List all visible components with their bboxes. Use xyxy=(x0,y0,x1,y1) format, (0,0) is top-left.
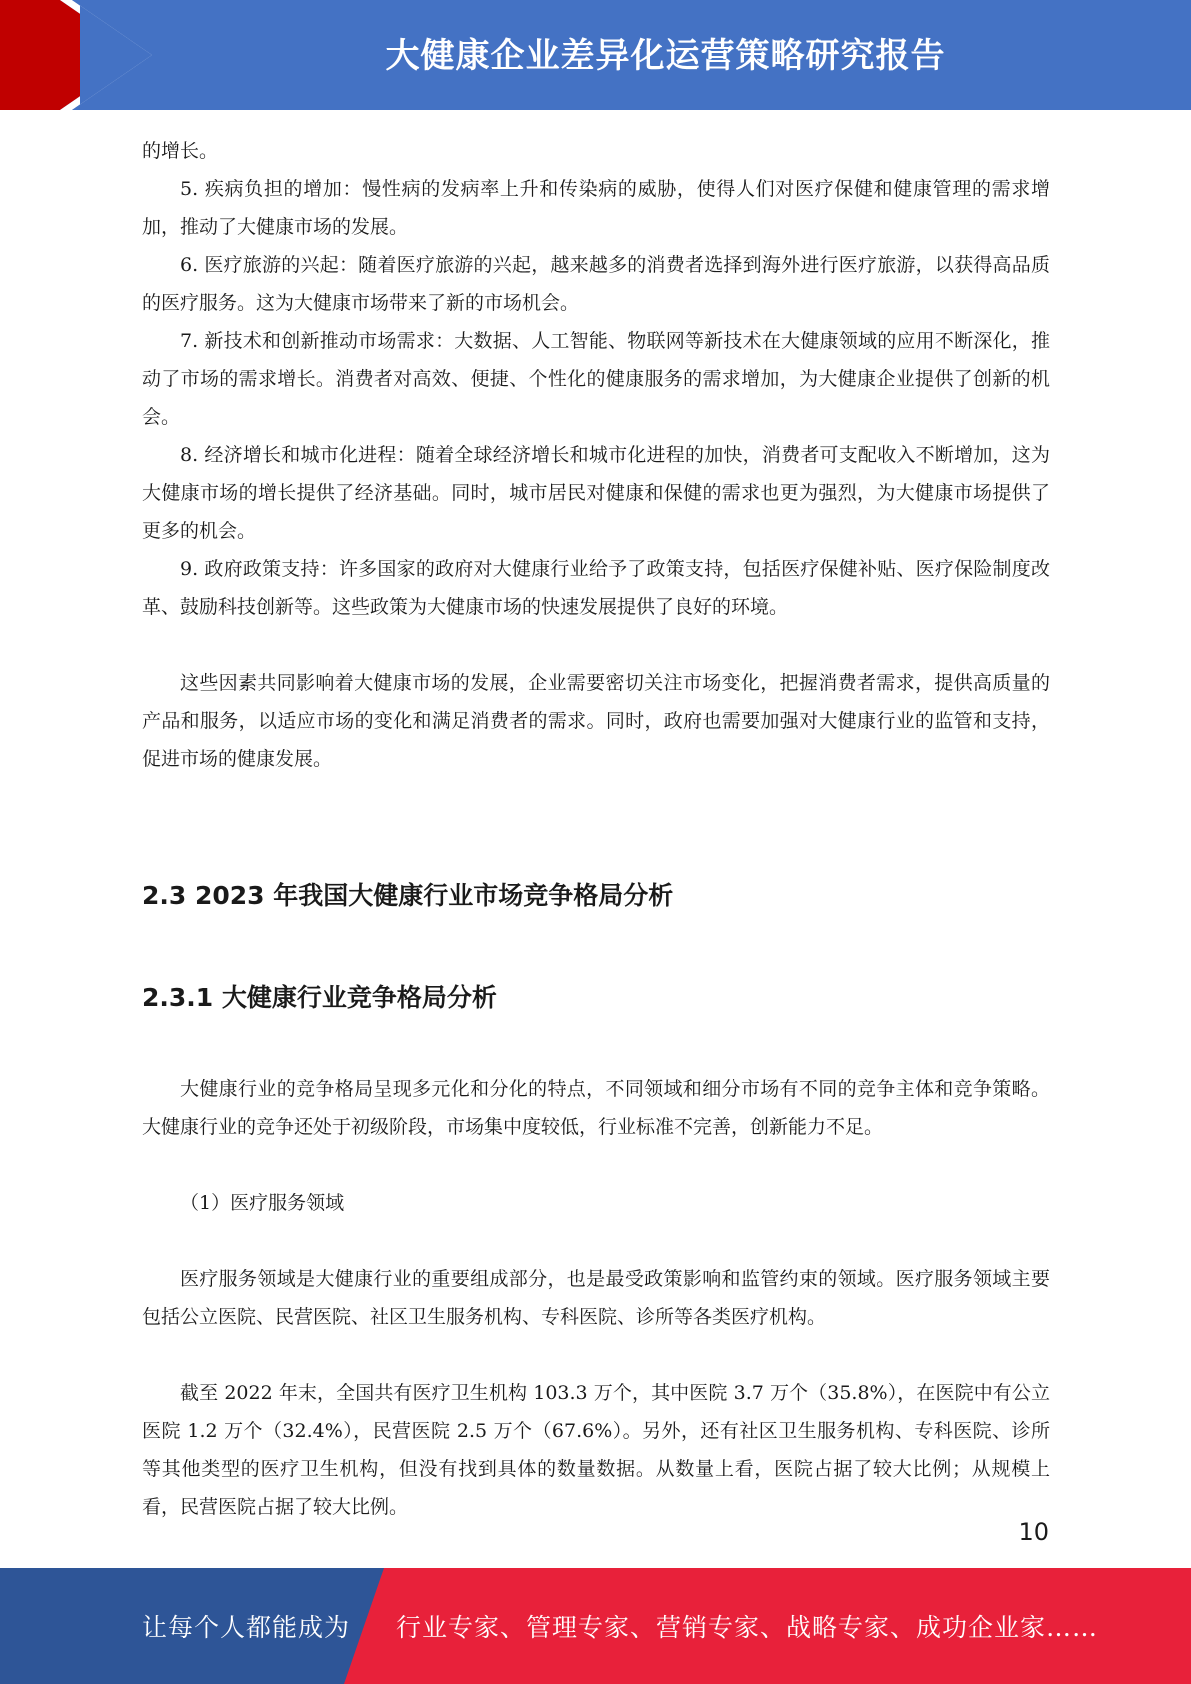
summary-paragraph: 这些因素共同影响着大健康市场的发展，企业需要密切关注市场变化，把握消费者需求，提供高质量的产品和服务，以适应市场的变化和满足消费者的需求。同时，政府也需要加强对大健康行业的监管和支持，促进市场的健康发展。 xyxy=(142,672,1050,770)
statistics-paragraph: 截至 2022 年末，全国共有医疗卫生机构 103.3 万个，其中医院 3.7 万个（35.8%），在医院中有公立医院 1.2 万个（32.4%），民营医院 2.5 万个（67.6%）。另外，还有社区卫生服务机构、专科医院、诊所等其他类型的医疗卫生机构，但没有找到具体的数量数据。从数量上看，医院占据了较大比例；从规模上看，民营医院占据了较大比例。 xyxy=(142,1382,1050,1518)
intro-paragraph: 大健康行业的竞争格局呈现多元化和分化的特点，不同领域和细分市场有不同的竞争主体和竞争策略。大健康行业的竞争还处于初级阶段，市场集中度较低，行业标准不完善，创新能力不足。 xyxy=(142,1078,1050,1138)
page-number: 10 xyxy=(1018,1518,1049,1546)
paragraph-continuation: 的增长。 xyxy=(142,140,219,162)
document-title: 大健康企业差异化运营策略研究报告 xyxy=(385,35,946,76)
footer-slogan-right: 行业专家、管理专家、营销专家、战略专家、成功企业家…… xyxy=(396,1613,1099,1642)
list-item-7: 7. 新技术和创新推动市场需求：大数据、人工智能、物联网等新技术在大健康领域的应用不断深化，推动了市场的需求增长。消费者对高效、便捷、个性化的健康服务的需求增加，为大健康企业提供了创新的机会。 xyxy=(142,330,1050,428)
section-heading: 2.3 2023 年我国大健康行业市场竞争格局分析 xyxy=(142,881,674,910)
medical-services-paragraph: 医疗服务领域是大健康行业的重要组成部分，也是最受政策影响和监管约束的领域。医疗服务领域主要包括公立医院、民营医院、社区卫生服务机构、专科医院、诊所等各类医疗机构。 xyxy=(142,1268,1050,1328)
list-item-9: 9. 政府政策支持：许多国家的政府对大健康行业给予了政策支持，包括医疗保健补贴、医疗保险制度改革、鼓励科技创新等。这些政策为大健康市场的快速发展提供了良好的环境。 xyxy=(142,558,1050,618)
item-label-medical-services: （1）医疗服务领域 xyxy=(180,1192,345,1214)
list-item-8: 8. 经济增长和城市化进程：随着全球经济增长和城市化进程的加快，消费者可支配收入不断增加，这为大健康市场的增长提供了经济基础。同时，城市居民对健康和保健的需求也更为强烈，为大健康市场提供了更多的机会。 xyxy=(142,444,1050,542)
page-footer xyxy=(0,1568,1191,1684)
list-item-6: 6. 医疗旅游的兴起：随着医疗旅游的兴起，越来越多的消费者选择到海外进行医疗旅游，以获得高品质的医疗服务。这为大健康市场带来了新的市场机会。 xyxy=(142,254,1050,314)
footer-slogan-left: 让每个人都能成为 xyxy=(142,1613,351,1642)
page-content xyxy=(142,132,1050,1526)
page-header xyxy=(0,0,1191,110)
subsection-heading: 2.3.1 大健康行业竞争格局分析 xyxy=(142,983,497,1012)
list-item-5: 5. 疾病负担的增加：慢性病的发病率上升和传染病的威胁，使得人们对医疗保健和健康管理的需求增加，推动了大健康市场的发展。 xyxy=(142,178,1050,238)
